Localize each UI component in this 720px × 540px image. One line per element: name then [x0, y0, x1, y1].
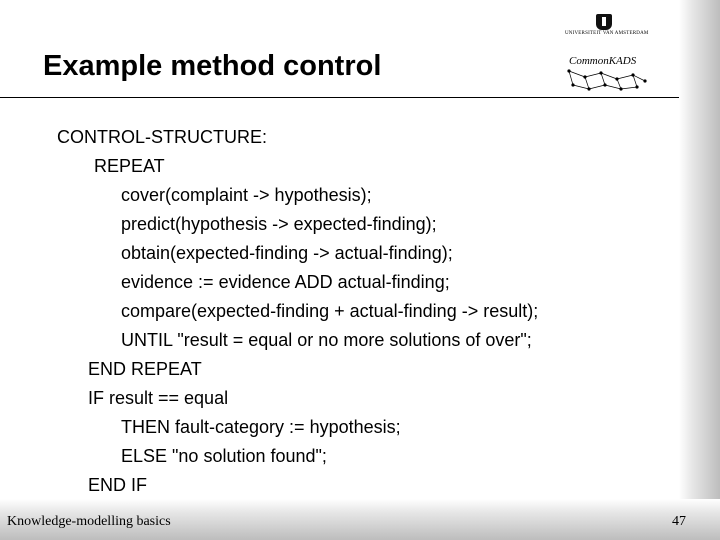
commonkads-logo-text: CommonKADS — [569, 55, 637, 67]
footer-course-title: Knowledge-modelling basics — [7, 514, 171, 529]
right-gradient-bar — [679, 0, 720, 540]
code-line: evidence := evidence ADD actual-finding; — [121, 272, 450, 292]
university-shield-icon — [596, 14, 612, 30]
code-line: cover(complaint -> hypothesis); — [121, 185, 372, 205]
code-line: REPEAT — [94, 156, 165, 176]
slide-title: Example method control — [43, 50, 382, 82]
commonkads-logo — [565, 55, 649, 95]
code-line: predict(hypothesis -> expected-finding); — [121, 214, 437, 234]
control-structure-code — [57, 126, 538, 503]
university-logo-text: UNIVERSITEIT VAN AMSTERDAM — [565, 31, 649, 36]
code-line: obtain(expected-finding -> actual-finding); — [121, 243, 453, 263]
code-line: IF result == equal — [88, 388, 229, 408]
page-number: 47 — [672, 514, 686, 529]
code-line: compare(expected-finding + actual-finding -> result); — [121, 301, 539, 321]
commonkads-network-icon — [565, 67, 649, 93]
code-line: THEN fault-category := hypothesis; — [121, 417, 401, 437]
university-logo — [565, 14, 649, 40]
code-line: ELSE "no solution found"; — [121, 446, 327, 466]
code-line: CONTROL-STRUCTURE: — [57, 127, 267, 147]
code-line: UNTIL "result = equal or no more solutions of over"; — [121, 330, 532, 350]
title-divider — [0, 97, 679, 98]
code-line: END REPEAT — [88, 359, 202, 379]
code-line: END IF — [88, 475, 148, 495]
